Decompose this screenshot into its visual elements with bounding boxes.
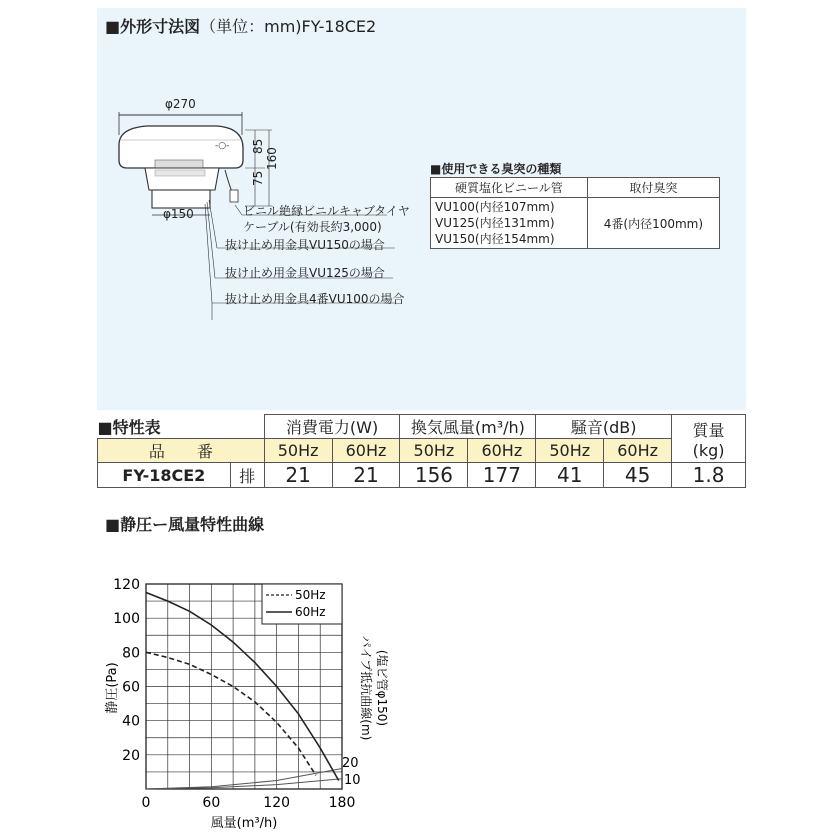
noise60-value: 45 <box>604 463 672 488</box>
y-tick-label: 20 <box>122 747 140 764</box>
spec-table <box>97 414 746 488</box>
x-tick-label: 60 <box>202 795 221 811</box>
dia-bottom-label: φ150 <box>163 207 194 221</box>
y-tick-label: 100 <box>113 611 140 628</box>
curve-title: ■静圧ー風量特性曲線 <box>105 515 265 534</box>
pipe-vu150: VU150(内径154mm) <box>435 232 555 246</box>
spec-title: ■特性表 <box>98 415 265 439</box>
cable-label-1: ビニル絶縁ビニルキャブタイヤ <box>243 204 410 218</box>
legend-50hz-label: 50Hz <box>295 588 326 602</box>
dimension-title-main: ■外形寸法図 <box>105 17 201 36</box>
duct-pipes <box>431 198 588 249</box>
duct-table <box>430 177 720 249</box>
power-header: 消費電力(W) <box>264 415 400 439</box>
height-85-label: 85 <box>251 138 265 154</box>
cable-label-2: ケーブル(有効長約3,000) <box>243 220 382 234</box>
y-tick-label: 40 <box>122 713 140 730</box>
mass-unit: (kg) <box>692 440 725 460</box>
dia-top-label: φ270 <box>165 97 196 111</box>
airflow-header: 換気風量(m³/h) <box>400 415 536 439</box>
height-75-label: 75 <box>251 170 265 186</box>
noise-header: 騒音(dB) <box>536 415 672 439</box>
right-axis-label-2: (塩ビ管φ150) <box>375 649 389 727</box>
product-label: 品 番 <box>98 439 265 463</box>
noise50-value: 41 <box>536 463 604 488</box>
duct-col2-header: 取付臭突 <box>587 178 719 198</box>
series-50Hz <box>146 652 316 775</box>
legend-60hz-label: 60Hz <box>295 605 326 619</box>
y-tick-label: 80 <box>122 645 140 662</box>
duct-fitting: 4番(内径100mm) <box>587 198 719 249</box>
noise-60hz: 60Hz <box>604 439 672 463</box>
air50-value: 156 <box>400 463 468 488</box>
dimension-title <box>105 14 376 37</box>
pipe-label-20: 20 <box>342 756 359 771</box>
air60-value: 177 <box>468 463 536 488</box>
x-tick-label: 180 <box>328 795 356 811</box>
power60-value: 21 <box>332 463 400 488</box>
duct-col1-header: 硬質塩化ビニール管 <box>431 178 588 198</box>
air-50hz: 50Hz <box>400 439 468 463</box>
stopper-label-2: 抜け止め用金具VU125の場合 <box>225 266 385 280</box>
mass-header <box>672 415 746 463</box>
x-axis-label: 風量(m³/h) <box>210 816 278 830</box>
mass-value: 1.8 <box>672 463 746 488</box>
model-cell: FY-18CE2 <box>98 463 231 488</box>
pipe-vu125: VU125(内径131mm) <box>435 216 555 230</box>
x-tick-label: 0 <box>141 795 151 811</box>
pipe-vu100: VU100(内径107mm) <box>435 200 555 214</box>
y-tick-label: 120 <box>113 577 140 593</box>
stopper-label-3: 抜け止め用金具4番VU100の場合 <box>225 292 405 306</box>
right-axis-label-1: パイプ抵抗曲線(m) <box>359 635 373 741</box>
power-50hz: 50Hz <box>264 439 332 463</box>
x-tick-label: 120 <box>263 795 291 811</box>
y-tick-label: 60 <box>122 679 140 696</box>
duct-table-title: ■使用できる臭突の種類 <box>430 162 562 176</box>
air-60hz: 60Hz <box>468 439 536 463</box>
stopper-label-1: 抜け止め用金具VU150の場合 <box>225 238 385 252</box>
mode-cell: 排 <box>230 463 264 488</box>
height-160-label: 160 <box>265 147 279 170</box>
noise-50hz: 50Hz <box>536 439 604 463</box>
svg-text:-○-: -○- <box>215 141 230 151</box>
y-axis-label: 静圧(Pa) <box>105 662 120 714</box>
mass-label: 質量 <box>692 420 725 440</box>
power50-value: 21 <box>264 463 332 488</box>
dimension-unit: （単位：mm)FY-18CE2 <box>200 17 377 36</box>
pq-chart <box>90 570 410 830</box>
power-60hz: 60Hz <box>332 439 400 463</box>
pipe-label-10: 10 <box>344 773 361 788</box>
